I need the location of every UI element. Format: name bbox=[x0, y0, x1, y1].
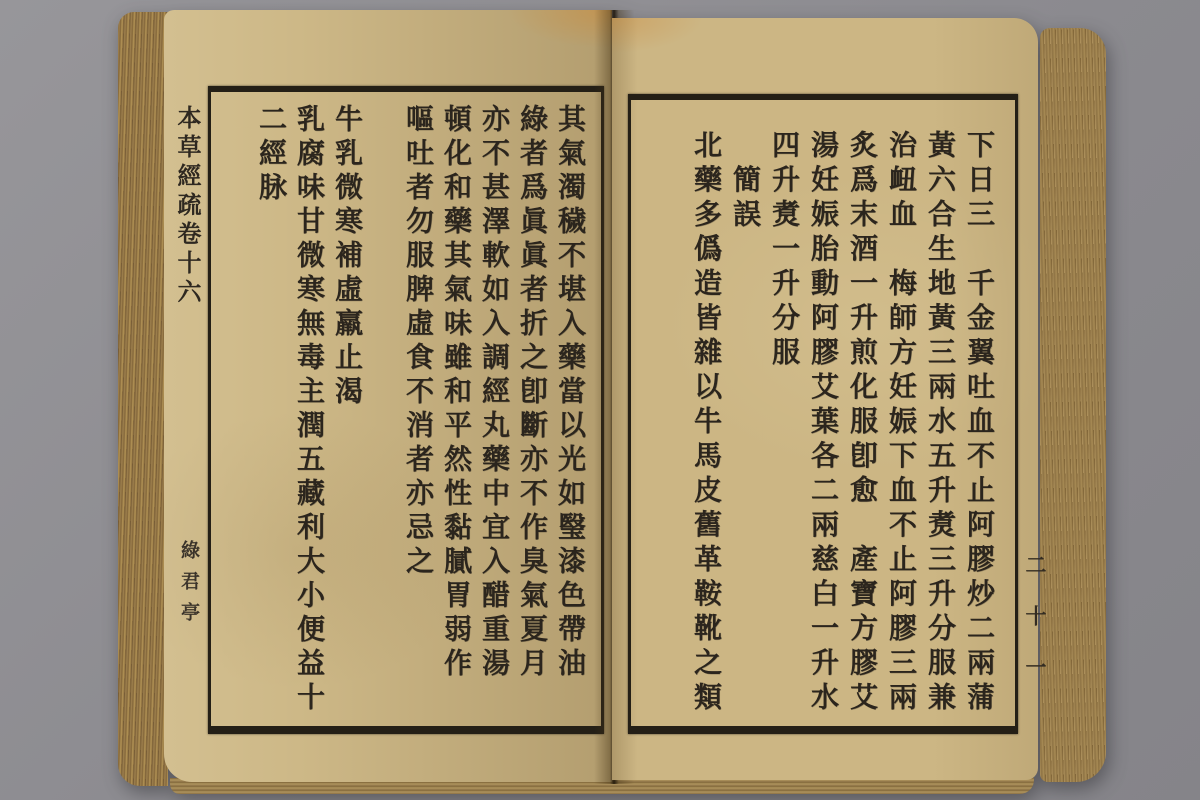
left-page bbox=[164, 10, 612, 782]
text-column: 湯妊娠胎動阿膠艾葉各二兩慈白一升水 bbox=[807, 130, 840, 717]
text-column-section-header: 簡誤 bbox=[729, 130, 762, 234]
text-column: 下日三 千金翼吐血不止阿膠炒二兩蒲 bbox=[963, 130, 996, 717]
right-page bbox=[612, 18, 1048, 780]
margin-colophon: 綠君亭 bbox=[178, 540, 200, 633]
left-page-text-block bbox=[211, 92, 601, 726]
text-column: 炙爲末酒一升煎化服卽愈 產寶方膠艾 bbox=[846, 130, 879, 717]
text-column: 頓化和藥其氣味雖和平然性黏膩胃弱作 bbox=[440, 104, 473, 682]
text-column: 二經脉 bbox=[255, 104, 288, 206]
text-column: 乳腐味甘微寒無毒主潤五藏利大小便益十 bbox=[293, 104, 326, 716]
left-page-text-frame bbox=[208, 86, 604, 734]
photographed-book bbox=[118, 2, 1106, 796]
text-column: 綠者爲眞眞者折之卽斷亦不作臭氣夏月 bbox=[516, 104, 549, 682]
text-column: 嘔吐者勿服脾虛食不消者亦忌之 bbox=[402, 104, 435, 580]
text-column: 其氣濁穢不堪入藥當以光如瑿漆色帶油 bbox=[554, 104, 587, 682]
text-column: 黃六合生地黃三兩水五升煑三升分服兼 bbox=[924, 130, 957, 717]
text-column: 亦不甚澤軟如入調經丸藥中宜入醋重湯 bbox=[478, 104, 511, 682]
page-edges-left bbox=[118, 12, 168, 786]
text-column: 治衄血 梅師方妊娠下血不止阿膠三兩 bbox=[885, 130, 918, 717]
text-column-entry-niuru: 牛乳微寒補虛羸止渴 bbox=[331, 104, 364, 410]
margin-volume-title: 本草經疏卷十六 bbox=[173, 105, 202, 308]
text-column: 四升煑一升分服 bbox=[768, 130, 801, 372]
folio-number: 二十一 bbox=[1023, 554, 1048, 707]
right-page-text-block bbox=[631, 100, 1015, 726]
text-column: 北藥多僞造皆雜以牛馬皮舊革鞍靴之類 bbox=[690, 130, 723, 717]
right-page-text-frame bbox=[628, 94, 1018, 734]
